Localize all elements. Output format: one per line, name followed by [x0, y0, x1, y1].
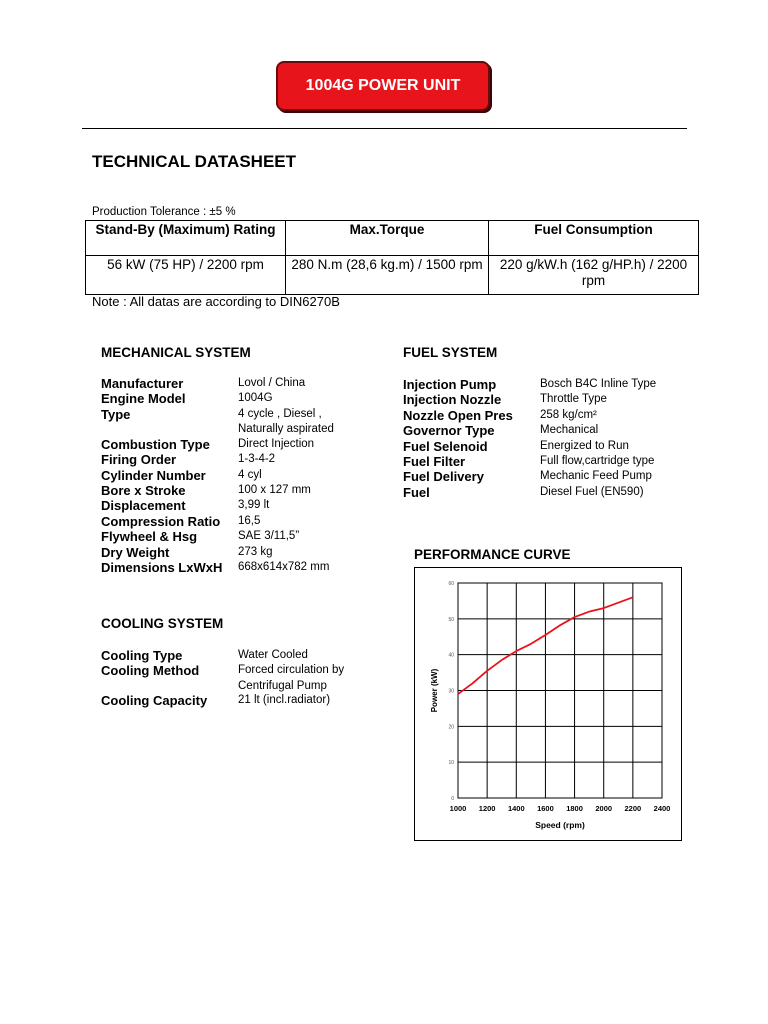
fuel-item-value: Mechanic Feed Pump	[540, 470, 652, 483]
x-tick-label: 2400	[653, 804, 671, 813]
performance-chart-frame	[414, 567, 682, 841]
mechanical-item-value: Lovol / China	[238, 377, 306, 389]
y-tick-label: 30	[448, 688, 454, 695]
fuel-item-value: Diesel Fuel (EN590)	[540, 485, 644, 498]
fuel-item-value: Bosch B4C Inline Type	[540, 378, 657, 390]
mechanical-item-value: 1-3-4-2	[238, 453, 276, 466]
x-tick-label: 1000	[449, 804, 467, 813]
performance-section-title: PERFORMANCE CURVE	[414, 547, 571, 562]
spec-header-fuel: Fuel Consumption	[489, 221, 699, 256]
fuel-item-label: Nozzle Open Pres	[403, 407, 513, 423]
mechanical-item-value: 4 cyl	[238, 468, 262, 481]
fuel-item-label: Fuel Selenoid	[403, 438, 488, 454]
mechanical-item-label: Bore x Stroke	[101, 483, 186, 498]
production-tolerance: Production Tolerance : ±5 %	[92, 206, 236, 218]
mechanical-item-value: 4 cycle , Diesel ,	[238, 407, 322, 420]
spec-table-header-row	[86, 221, 699, 256]
fuel-item-value: Full flow,cartridge type	[540, 455, 655, 467]
x-tick-label: 2000	[595, 804, 613, 813]
mechanical-item-label: Dimensions LxWxH	[101, 560, 223, 575]
fuel-section-title: FUEL SYSTEM	[403, 345, 498, 360]
fuel-item-label: Governor Type	[403, 423, 495, 439]
mechanical-item-label: Firing Order	[101, 452, 177, 468]
y-tick-label: 40	[448, 652, 454, 659]
fuel-item-value: Mechanical	[540, 424, 599, 437]
mechanical-item-value: Direct Injection	[238, 437, 315, 450]
fuel-item-label: Injection Nozzle	[403, 392, 502, 408]
fuel-item-value: Throttle Type	[540, 393, 607, 406]
spec-header-torque: Max.Torque	[286, 221, 489, 256]
mechanical-item-value: 100 x 127 mm	[238, 484, 311, 496]
spec-header-rating: Stand-By (Maximum) Rating	[86, 221, 286, 256]
cooling-item-value: 21 lt (incl.radiator)	[238, 694, 331, 707]
mechanical-item-value-cont: Naturally aspirated	[238, 423, 334, 436]
cooling-item-value-cont: Centrifugal Pump	[238, 679, 327, 692]
y-tick-label: 50	[448, 616, 454, 623]
mechanical-item-value: SAE 3/11,5”	[238, 530, 300, 543]
performance-chart	[415, 568, 681, 840]
cooling-item-label: Cooling Capacity	[101, 693, 208, 709]
mechanical-item-label: Dry Weight	[101, 544, 170, 560]
mechanical-item-label: Combustion Type	[101, 436, 210, 452]
cooling-item-value: Water Cooled	[238, 649, 308, 661]
mechanical-item-value: 273 kg	[238, 545, 273, 558]
fuel-item-value: Energized to Run	[540, 439, 629, 452]
cooling-item-label: Cooling Method	[101, 663, 200, 679]
mechanical-item-value: 16,5	[238, 514, 261, 527]
x-tick-label: 1200	[478, 804, 496, 813]
header-divider	[82, 128, 687, 129]
y-tick-label: 0	[451, 796, 454, 802]
product-title-badge	[276, 61, 490, 111]
mechanical-item-label: Displacement	[101, 498, 186, 514]
spec-cell-torque: 280 N.m (28,6 kg.m) / 1500 rpm	[286, 256, 489, 295]
y-axis-label: Power (kW)	[430, 668, 439, 713]
x-tick-label: 1800	[566, 804, 583, 813]
y-tick-label: 20	[448, 724, 454, 731]
fuel-item-label: Fuel Delivery	[403, 469, 484, 485]
y-tick-label: 10	[448, 760, 454, 767]
mechanical-item-value: 1004G	[238, 392, 273, 405]
cooling-item-value: Forced circulation by	[238, 664, 345, 677]
mechanical-item-label: Manufacturer	[101, 376, 184, 391]
datasheet-title: TECHNICAL DATASHEET	[92, 152, 296, 171]
mechanical-item-label: Engine Model	[101, 391, 186, 407]
cooling-item-label: Cooling Type	[101, 648, 183, 663]
x-tick-label: 2200	[624, 804, 642, 813]
mechanical-item-label: Compression Ratio	[101, 513, 221, 529]
x-tick-label: 1600	[537, 804, 554, 813]
mechanical-item-value: 3,99 lt	[238, 499, 270, 512]
mechanical-item-label: Flywheel & Hsg	[101, 529, 198, 545]
din-note: Note : All datas are according to DIN6270B	[92, 294, 340, 309]
spec-table	[85, 220, 699, 295]
spec-cell-fuel: 220 g/kW.h (162 g/HP.h) / 2200 rpm	[489, 256, 699, 295]
cooling-section-title: COOLING SYSTEM	[101, 616, 224, 631]
mechanical-item-label: Type	[101, 406, 131, 422]
fuel-item-label: Injection Pump	[403, 377, 497, 392]
x-tick-label: 1400	[507, 804, 525, 813]
y-tick-label: 60	[448, 581, 454, 587]
product-title: 1004G POWER UNIT	[305, 77, 461, 94]
mechanical-item-value: 668x614x782 mm	[238, 561, 330, 573]
spec-table-row	[86, 256, 699, 295]
fuel-item-label: Fuel Filter	[403, 454, 466, 469]
fuel-item-value: 258 kg/cm²	[540, 408, 597, 421]
spec-cell-rating: 56 kW (75 HP) / 2200 rpm	[86, 256, 286, 295]
x-axis-label: Speed (rpm)	[535, 820, 585, 830]
mechanical-item-label: Cylinder Number	[101, 467, 206, 483]
mechanical-section-title: MECHANICAL SYSTEM	[101, 345, 251, 360]
fuel-item-label: Fuel	[403, 484, 430, 500]
